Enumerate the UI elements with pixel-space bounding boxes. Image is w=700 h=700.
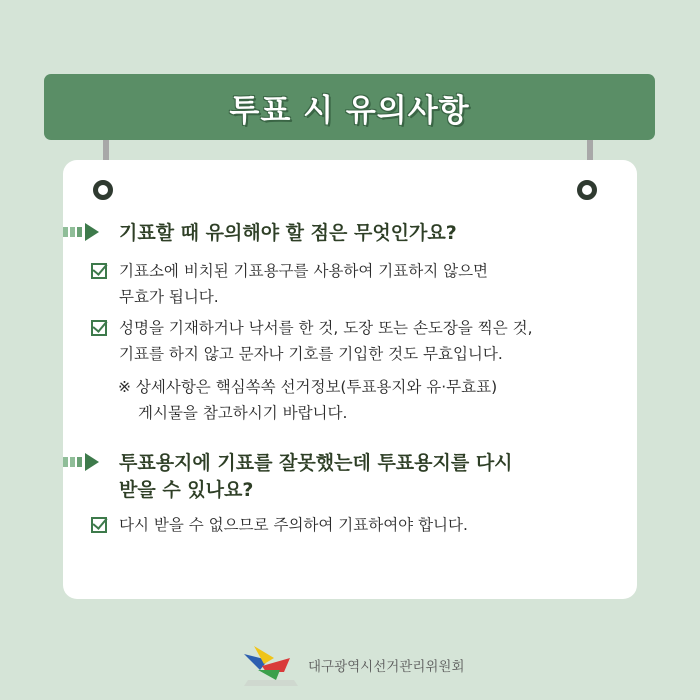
answer-text: 기표소에 비치된 기표용구를 사용하여 기표하지 않으면 무효가 됩니다. <box>119 262 489 306</box>
arrow-icon <box>63 453 99 471</box>
page-title: 투표 시 유의사항 <box>229 92 470 129</box>
answer-1-2 <box>91 315 533 367</box>
checkbox-icon <box>91 517 107 533</box>
hanger-ring-left-icon <box>93 180 113 200</box>
election-commission-logo-icon <box>240 640 300 690</box>
arrow-icon <box>63 223 99 241</box>
question-1 <box>63 220 457 247</box>
checkbox-icon <box>91 263 107 279</box>
checkbox-icon <box>91 320 107 336</box>
note: ※ 상세사항은 핵심쏙쏙 선거정보(투표용지와 유·무효표) 게시물을 참고하시기 바랍니다. <box>118 378 498 422</box>
question-2 <box>63 450 513 504</box>
question-1-text: 기표할 때 유의해야 할 점은 무엇인가요? <box>119 222 457 244</box>
answer-text: 성명을 기재하거나 낙서를 한 것, 도장 또는 손도장을 찍은 것, 기표를 하지 않고 문자나 기호를 기입한 것도 무효입니다. <box>119 319 533 363</box>
organization-name: 대구광역시선거관리위원회 <box>308 659 465 675</box>
answer-1-1 <box>91 258 488 310</box>
content-card <box>63 160 637 599</box>
answer-text: 다시 받을 수 없으므로 주의하여 기표하여야 합니다. <box>119 516 468 534</box>
hanger-ring-right-icon <box>577 180 597 200</box>
footer <box>240 640 465 690</box>
answer-2-1 <box>91 512 468 538</box>
question-2-text: 투표용지에 기표를 잘못했는데 투표용지를 다시 받을 수 있나요? <box>119 452 513 501</box>
title-banner <box>44 74 655 140</box>
